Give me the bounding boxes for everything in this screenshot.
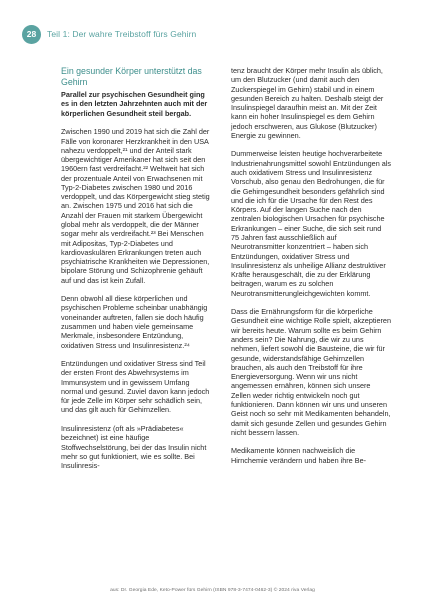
left-column — [61, 66, 210, 470]
body-paragraph: Denn obwohl all diese körperlichen und psychischen Probleme scheinbar unabhängig voneinander auftreten, fallen sie doch häufig zusammen und haben viele gemeinsame Merkmale, insbesondere Entzündung, oxidativen Stress und Insulinresistenz.²⁴ — [61, 294, 208, 350]
body-paragraph: Dass die Ernährungsform für die körperliche Gesundheit eine wichtige Rolle spielt, akzeptieren wir bereits heute. Warum sollte es beim Gehirn anders sein? Die Nahrung, die wir zu uns nehmen, liefert sowohl die Bausteine, die wir für gesunde, widerstandsfähige Gehirnzellen brauchen, als auch den Treibstoff für ihre Energieversorgung. Wenn wir uns nicht angemessen ernähren, können sich unsere Zellen weder richtig entwickeln noch gut funktionieren. Dann können wir uns und unseren Geist noch so sehr mit Medikamenten behandeln, damit sich gesunde Zellen und gesundes Gehirn nicht bessern lassen. — [231, 307, 391, 437]
right-column — [231, 66, 391, 465]
page-footer: aus: Dr. Georgia Ede, Keto-Power fürs Gehirn (ISBN 978-3-7474-0462-3) © 2024 riva Verlag — [110, 588, 315, 593]
page-header — [22, 24, 196, 44]
section-title: Ein gesunder Körper unterstützt das Gehirn — [61, 66, 202, 87]
body-paragraph: Insulinresistenz (oft als »Prädiabetes« bezeichnet) ist eine häufige Stoffwechselstörung, bei der das Insulin nicht mehr so gut funktioniert, wie es sollte. Bei Insulinresis- — [61, 423, 207, 471]
intro-paragraph: Parallel zur psychischen Gesundheit ging es in den letzten Jahrzehnten auch mit der körperlichen Gesundheit steil bergab. — [61, 90, 208, 118]
body-paragraph: Entzündungen und oxidativer Stress sind Teil der ersten Front des Abwehrsystems im Immunsystem und in gewissem Umfang normal und gesund. Zuviel davon kann jedoch für jede Zelle im Körper sehr schädlich sein, und das gilt auch für Gehirnzellen. — [61, 359, 210, 415]
page-number-badge: 28 — [22, 25, 41, 44]
body-paragraph: Medikamente können nachweislich die Hirnchemie verändern und haben ihre Be- — [231, 446, 367, 465]
body-paragraph: tenz braucht der Körper mehr Insulin als üblich, um den Blutzucker (und damit auch den Zuckerspiegel im Gehirn) stabil und in einem gesunden Bereich zu halten. Deshalb steigt der Insulinspiegel daraufhin meist an. Mit der Zeit kann ein hoher Insulinspiegel es dem Gehirn jedoch erschweren, aus Glukose (Blutzucker) Energie zu gewinnen. — [231, 66, 384, 140]
running-head: Teil 1: Der wahre Treibstoff fürs Gehirn — [47, 29, 197, 39]
body-paragraph: Dummerweise leisten heutige hochverarbeitete Industrienahrungsmittel sowohl Entzündungen als auch oxidativem Stress und Insulinresistenz Vorschub, also genau den Bedrohungen, die für die Gehirngesundheit besonders gefährlich sind und die ich für die Ursache für den Rest des Körpers. Auf der langen Suche nach den zentralen biologischen Ursachen für psychische Erkrankungen – einer Suche, die sich seit rund 75 Jahren fast ausschließlich auf Neurotransmitter konzentriert – haben sich Entzündungen, oxidativer Stress und Insulinresistenz als unheilige Allianz destruktiver Kräfte herausgeschält, die zu der Erklärung beitragen, warum es zu solchen Neurotransmitterungleichgewichten kommt. — [231, 149, 392, 298]
body-paragraph: Zwischen 1990 und 2019 hat sich die Zahl der Fälle von koronarer Herzkrankheit in den USA nahezu verdoppelt,²¹ und der Anteil stark übergewichtiger Amerikaner hat sich seit den 1960ern fast verdreifacht.²² Weltweit hat sich der prozentuale Anteil von Erwachsenen mit Typ-2-Diabetes zwischen 1980 und 2016 verdoppelt, und das Körpergewicht stieg stetig an. Zwischen 1975 und 2016 hat sich die Anzahl der Frauen mit starkem Übergewicht global mehr als verdoppelt, die der Männer sogar mehr als verdreifacht.²³ Bei Menschen mit Adipositas, Typ-2-Diabetes und kardiovaskulären Erkrankungen treten auch psychiatrische Krankheiten wie Depressionen, bipolare Störung und Schizophrenie gehäuft auf und das ist kein Zufall. — [61, 127, 210, 285]
